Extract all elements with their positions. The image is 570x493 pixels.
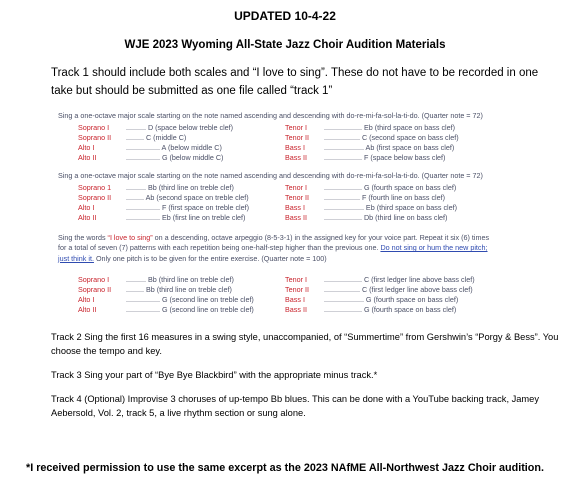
voice-part-right: Tenor II	[285, 193, 309, 202]
voice-part-right: Tenor I	[285, 275, 307, 284]
pitch-right: .................... G (fourth space on bass clef)	[324, 295, 459, 304]
pitch-right: ................... Db (third line on bass clef)	[324, 213, 448, 222]
voice-row	[58, 143, 498, 153]
pitch-left: ......... C (middle C)	[126, 133, 187, 142]
pitch-left: ................. F (first space on treble clef)	[126, 203, 250, 212]
voice-part-left: Alto II	[78, 305, 97, 314]
voice-part-left: Soprano I	[78, 123, 110, 132]
voice-part-right: Bass II	[285, 213, 307, 222]
scale2-instructions: Sing a one-octave major scale starting on the note named ascending and descending with do-re-mi-fa-sol-la-ti-do. (Quarter note = 72)	[58, 171, 483, 180]
arpeggio-instructions	[58, 233, 498, 264]
pitch-left: ................. G (second line on treble clef)	[126, 295, 254, 304]
updated-date: UPDATED 10-4-22	[234, 9, 336, 23]
voice-row	[58, 183, 498, 193]
arpeggio-text-a: Sing the words	[58, 233, 108, 242]
pitch-right: ................... C (first ledger line above bass clef)	[324, 275, 475, 284]
voice-part-right: Tenor I	[285, 123, 307, 132]
pitch-left: .......... D (space below treble clef)	[126, 123, 234, 132]
voice-row	[58, 203, 498, 213]
voice-part-right: Tenor II	[285, 133, 309, 142]
pitch-right: .................... Eb (third space on bass clef)	[324, 203, 458, 212]
pitch-left: .......... Bb (third line on treble clef)	[126, 183, 234, 192]
voice-part-left: Soprano 1	[78, 183, 112, 192]
pitch-right: .................. C (second space on bass clef)	[324, 133, 459, 142]
voice-row	[58, 213, 498, 223]
voice-part-left: Alto II	[78, 213, 97, 222]
arpeggio-text-b: on a descending, octave arpeggio (8-5-3-1) in the assigned key for your voice part. Repeat it six (6) times for a total of seven (7) patterns with each repetition being one-half-step higher than the previous one.	[58, 233, 490, 253]
voice-row	[58, 305, 498, 315]
track3-text: Track 3 Sing your part of “Bye Bye Blackbird” with the appropriate minus track.*	[51, 370, 378, 380]
voice-part-left: Alto II	[78, 153, 97, 162]
pitch-right: ................... G (fourth space on bass clef)	[324, 305, 457, 314]
voice-row	[58, 285, 498, 295]
pitch-right: ................... G (fourth space on bass clef)	[324, 183, 457, 192]
arpeggio-text-c: Only one pitch is to be given for the entire exercise. (Quarter note = 100)	[93, 253, 327, 263]
pitch-right: .................... Ab (first space on bass clef)	[324, 143, 455, 152]
voice-row	[58, 193, 498, 203]
pitch-right: ................... Eb (third space on bass clef)	[324, 123, 456, 132]
voice-part-left: Alto I	[78, 295, 95, 304]
voice-row	[58, 153, 498, 163]
voice-part-right: Bass II	[285, 153, 307, 162]
pitch-right: ................... F (space below bass clef)	[324, 153, 446, 162]
pitch-right: .................. F (fourth line on bass clef)	[324, 193, 446, 202]
pitch-left: ......... Bb (third line on treble clef)	[126, 285, 232, 294]
voice-part-left: Soprano I	[78, 275, 110, 284]
arpeggio-words: “I love to sing”	[107, 233, 153, 242]
voice-part-left: Alto I	[78, 203, 95, 212]
voice-part-right: Bass I	[285, 295, 305, 304]
track4-text: Track 4 (Optional) Improvise 3 choruses of up-tempo Bb blues. This can be done with a YouTube backing track, Jamey Aebersold, Vol. 2, track 5, a live rhythm section or sung alone.	[51, 394, 539, 418]
voice-part-left: Soprano II	[78, 133, 112, 142]
pitch-left: ................. A (below middle C)	[126, 143, 222, 152]
track1-intro: Track 1 should include both scales and “I love to sing”. These do not have to be recorded in one take but should be submitted as one file called “track 1”	[51, 67, 539, 97]
voice-part-right: Bass I	[285, 143, 305, 152]
track2-text: Track 2 Sing the first 16 measures in a swing style, unaccompanied, of “Summertime” from Gershwin’s “Porgy & Bess”. You choose the tempo and key.	[51, 332, 559, 356]
page-title: WJE 2023 Wyoming All-State Jazz Choir Audition Materials	[124, 39, 446, 51]
voice-row	[58, 275, 498, 285]
voice-part-left: Alto I	[78, 143, 95, 152]
pitch-right: .................. C (first ledger line above bass clef)	[324, 285, 473, 294]
permission-footnote: *I received permission to use the same excerpt as the 2023 NAfME All-Northwest Jazz Choir audition.	[26, 462, 544, 474]
voice-row	[58, 123, 498, 133]
pitch-left: .......... Bb (third line on treble clef)	[126, 275, 234, 284]
pitch-left: ......... Ab (second space on treble clef)	[126, 193, 249, 202]
voice-part-right: Bass I	[285, 203, 305, 212]
voice-part-left: Soprano II	[78, 285, 112, 294]
voice-part-right: Tenor II	[285, 285, 309, 294]
voice-part-right: Tenor I	[285, 183, 307, 192]
voice-part-left: Soprano II	[78, 193, 112, 202]
pitch-left: ................. G (second line on treble clef)	[126, 305, 254, 314]
pitch-left: ................. G (below middle C)	[126, 153, 224, 162]
no-hum-link[interactable]: Do not sing or hum the new pitch; just think it.	[58, 243, 488, 263]
voice-row	[58, 133, 498, 143]
pitch-left: ................. Eb (first line on treble clef)	[126, 213, 246, 222]
voice-row	[58, 295, 498, 305]
voice-part-right: Bass II	[285, 305, 307, 314]
scale1-instructions: Sing a one-octave major scale starting on the note named ascending and descending with do-re-mi-fa-sol-la-ti-do. (Quarter note = 72)	[58, 111, 483, 120]
